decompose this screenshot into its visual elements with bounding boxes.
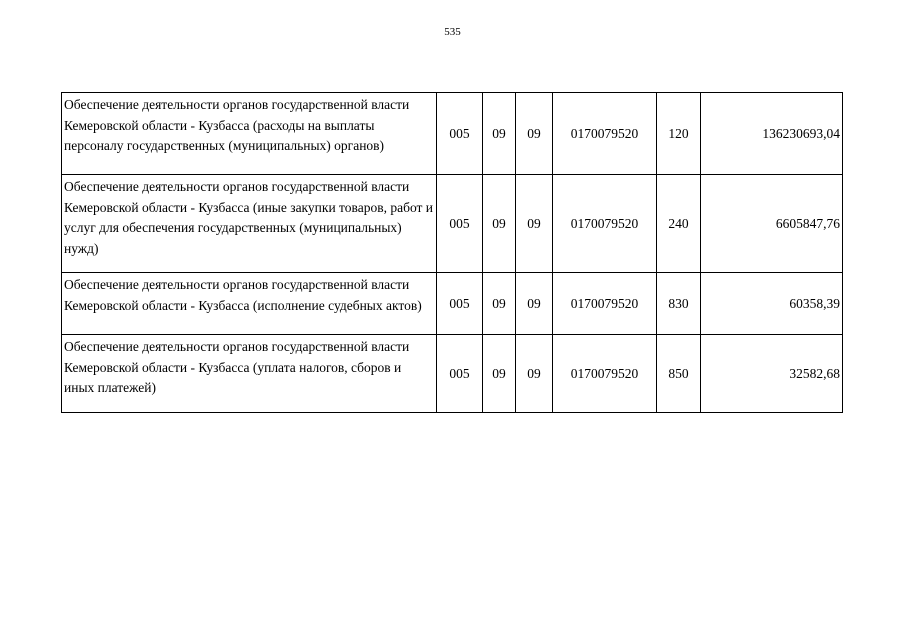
- table-row: [62, 273, 843, 335]
- row-description: Обеспечение деятельности органов государственной власти Кемеровской области - Кузбасса (уплата налогов, сборов и иных платежей): [62, 335, 437, 413]
- expense-type-cell: 830: [657, 273, 701, 335]
- target-item-cell: 0170079520: [553, 335, 657, 413]
- amount-cell: 32582,68: [701, 335, 843, 413]
- page-number: 535: [444, 26, 461, 38]
- section-cell: 09: [483, 273, 516, 335]
- target-item-cell: 0170079520: [553, 273, 657, 335]
- table-row: [62, 175, 843, 273]
- ministry-code-cell: 005: [437, 93, 483, 175]
- section-cell: 09: [483, 175, 516, 273]
- amount-cell: 60358,39: [701, 273, 843, 335]
- target-item-cell: 0170079520: [553, 175, 657, 273]
- ministry-code-cell: 005: [437, 335, 483, 413]
- subsection-cell: 09: [516, 93, 553, 175]
- ministry-code-cell: 005: [437, 175, 483, 273]
- expense-type-cell: 850: [657, 335, 701, 413]
- expense-type-cell: 120: [657, 93, 701, 175]
- amount-cell: 6605847,76: [701, 175, 843, 273]
- row-description: Обеспечение деятельности органов государственной власти Кемеровской области - Кузбасса (исполнение судебных актов): [62, 273, 437, 335]
- subsection-cell: 09: [516, 175, 553, 273]
- target-item-cell: 0170079520: [553, 93, 657, 175]
- table-row: [62, 93, 843, 175]
- table-row: [62, 335, 843, 413]
- row-description: Обеспечение деятельности органов государственной власти Кемеровской области - Кузбасса (иные закупки товаров, работ и услуг для обеспечения государственных (муниципальных) нужд): [62, 175, 437, 273]
- amount-cell: 136230693,04: [701, 93, 843, 175]
- subsection-cell: 09: [516, 273, 553, 335]
- section-cell: 09: [483, 93, 516, 175]
- row-description: Обеспечение деятельности органов государственной власти Кемеровской области - Кузбасса (расходы на выплаты персоналу государственных (муниципальных) органов): [62, 93, 437, 175]
- section-cell: 09: [483, 335, 516, 413]
- subsection-cell: 09: [516, 335, 553, 413]
- budget-table: [61, 92, 843, 413]
- expense-type-cell: 240: [657, 175, 701, 273]
- ministry-code-cell: 005: [437, 273, 483, 335]
